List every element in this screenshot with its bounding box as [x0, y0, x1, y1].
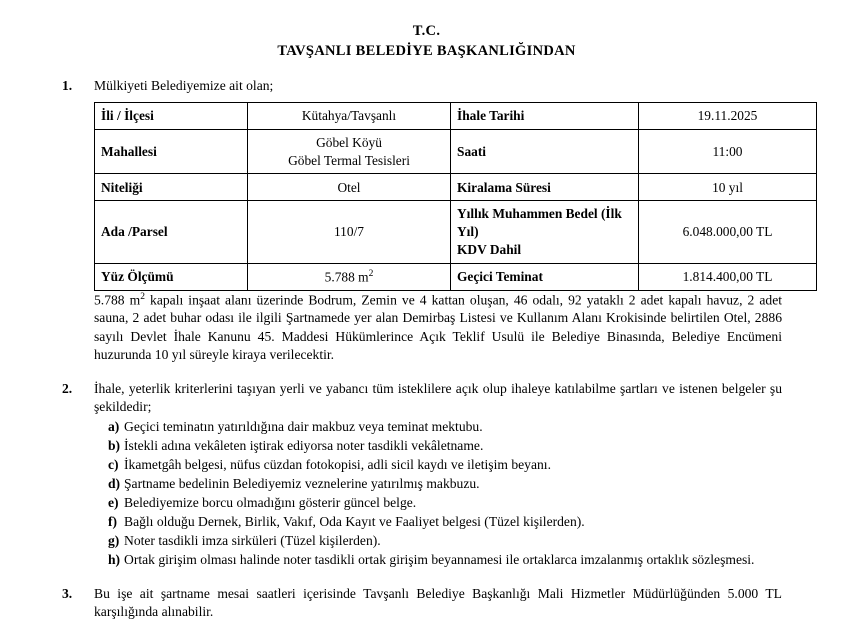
- row-5-label: Yüz Ölçümü: [95, 263, 248, 290]
- list-item-marker: a): [108, 419, 120, 435]
- clause-3-number: 3.: [62, 585, 73, 601]
- list-item-marker: h): [108, 551, 121, 567]
- list-item-text: İstekli adına vekâleten iştirak ediyorsa noter tasdikli vekâletname.: [124, 438, 484, 454]
- list-item-marker: f): [108, 514, 118, 530]
- clause-2-number: 2.: [62, 381, 73, 396]
- paragraph-area-rest: kapalı inşaat alanı üzerinde Bodrum, Zemin ve 4 kattan oluşan, 46 odalı, 92 yataklı 2 adet kapalı havuz, 2 adet sauna, 2 adet buhar odası ile ilgili Şartnamede yer alan Demirbaş Listesi ve Kullanım Alanı Krokisinde belirtilen Otel, 2886 sayılı Devlet İhale Kanunu 45. Maddesi Hükümlerince Açık Teklif Usulü ile Belediye Binasında, Belediye Encümeni huzurunda 10 yıl süreyle kiraya verilecektir.: [94, 292, 782, 362]
- list-item-marker: d): [108, 476, 121, 492]
- list-item: [94, 437, 791, 455]
- property-info-table: [94, 102, 817, 291]
- row-5-label2: Geçici Teminat: [451, 263, 639, 290]
- clause-1-intro: Mülkiyeti Belediyemize ait olan;: [94, 78, 274, 94]
- clause-1: [62, 77, 791, 364]
- clause-1-paragraph: [94, 291, 782, 364]
- row-2-value2: 11:00: [639, 130, 817, 174]
- clause-3-body: [94, 585, 791, 621]
- list-item-text: Geçici teminatın yatırıldığına dair makbuz veya teminat mektubu.: [124, 419, 483, 435]
- row-5-value-unit: m: [358, 268, 369, 284]
- paragraph-area-number: 5.788: [94, 292, 125, 308]
- row-3-value: Otel: [248, 174, 451, 201]
- list-item-text: Ortak girişim olması halinde noter tasdikli ortak girişim beyannamesi ile ortaklarca imzalanmış ortaklık sözleşmesi.: [124, 551, 755, 567]
- row-3-value2: 10 yıl: [639, 174, 817, 201]
- table-row: [95, 103, 817, 130]
- row-4-label2-line1: Yıllık Muhammen Bedel (İlk Yıl): [457, 206, 622, 240]
- list-item-text: Bağlı olduğu Dernek, Birlik, Vakıf, Oda Kayıt ve Faaliyet belgesi (Tüzel kişilerden).: [124, 514, 585, 530]
- list-item: [94, 475, 791, 493]
- list-item: [94, 513, 791, 531]
- list-item-text: Şartname bedelinin Belediyemiz veznelerine yatırılmış makbuzu.: [124, 476, 480, 492]
- list-item: [94, 532, 791, 550]
- requirements-list: [94, 418, 791, 569]
- row-3-label: Niteliği: [95, 174, 248, 201]
- row-3-label2: Kiralama Süresi: [451, 174, 639, 201]
- list-item-marker: c): [108, 457, 119, 473]
- list-item: [94, 551, 791, 569]
- table-row: [95, 263, 817, 290]
- list-item-text: Noter tasdikli imza sirküleri (Tüzel kişilerden).: [124, 533, 381, 549]
- paragraph-area-exponent: 2: [140, 291, 145, 302]
- table-row: [95, 201, 817, 263]
- list-item-marker: g): [108, 533, 120, 549]
- clause-3: [62, 585, 791, 621]
- row-5-value2: 1.814.400,00 TL: [639, 263, 817, 290]
- list-item-marker: e): [108, 495, 119, 511]
- row-4-value: 110/7: [248, 201, 451, 263]
- header-line-title: TAVŞANLI BELEDİYE BAŞKANLIĞINDAN: [277, 42, 576, 59]
- row-4-label2-line2: KDV Dahil: [457, 241, 522, 257]
- row-2-value: [248, 130, 451, 174]
- clause-2: [62, 380, 791, 569]
- document-content: [62, 77, 791, 621]
- row-2-label2: Saati: [451, 130, 639, 174]
- list-item: [94, 494, 791, 512]
- row-5-value: [248, 263, 451, 290]
- row-4-label2: [451, 201, 639, 263]
- clause-1-body: [94, 77, 817, 364]
- table-row: [95, 174, 817, 201]
- table-row: [95, 130, 817, 174]
- paragraph-area-unit: m: [129, 292, 141, 308]
- row-2-label: Mahallesi: [95, 130, 248, 174]
- row-1-label: İli / İlçesi: [95, 103, 248, 130]
- clause-2-body: [94, 380, 791, 569]
- row-4-value2: 6.048.000,00 TL: [639, 201, 817, 263]
- row-4-label: Ada /Parsel: [95, 201, 248, 263]
- document-page: [0, 22, 853, 620]
- clause-3-text: Bu işe ait şartname mesai saatleri içerisinde Tavşanlı Belediye Başkanlığı Mali Hizmetler Müdürlüğünden 5.000 TL karşılığında alınabilir.: [94, 585, 782, 620]
- row-1-value2: 19.11.2025: [639, 103, 817, 130]
- list-item: [94, 418, 791, 436]
- row-1-label2: İhale Tarihi: [451, 103, 639, 130]
- header-line-tc: T.C.: [412, 23, 441, 39]
- list-item-marker: b): [108, 438, 121, 454]
- row-2-value-line1: Göbel Köyü: [316, 135, 382, 151]
- row-5-value-number: 5.788: [324, 268, 355, 284]
- list-item-text: Belediyemize borcu olmadığını gösterir güncel belge.: [124, 495, 417, 511]
- clause-1-number: 1.: [62, 78, 73, 94]
- clause-2-intro: İhale, yeterlik kriterlerini taşıyan yerli ve yabancı tüm isteklilere açık olup ihaleye katılabilme şartları ve istenen belgeler şu şekildedir;: [94, 381, 782, 415]
- document-header: [0, 22, 853, 61]
- list-item-text: İkametgâh belgesi, nüfus cüzdan fotokopisi, adli sicil kaydı ve iletişim beyanı.: [124, 457, 551, 473]
- row-5-value-exponent: 2: [368, 268, 374, 279]
- list-item: [94, 456, 791, 474]
- row-1-value: Kütahya/Tavşanlı: [248, 103, 451, 130]
- row-2-value-line2: Göbel Termal Tesisleri: [288, 152, 410, 168]
